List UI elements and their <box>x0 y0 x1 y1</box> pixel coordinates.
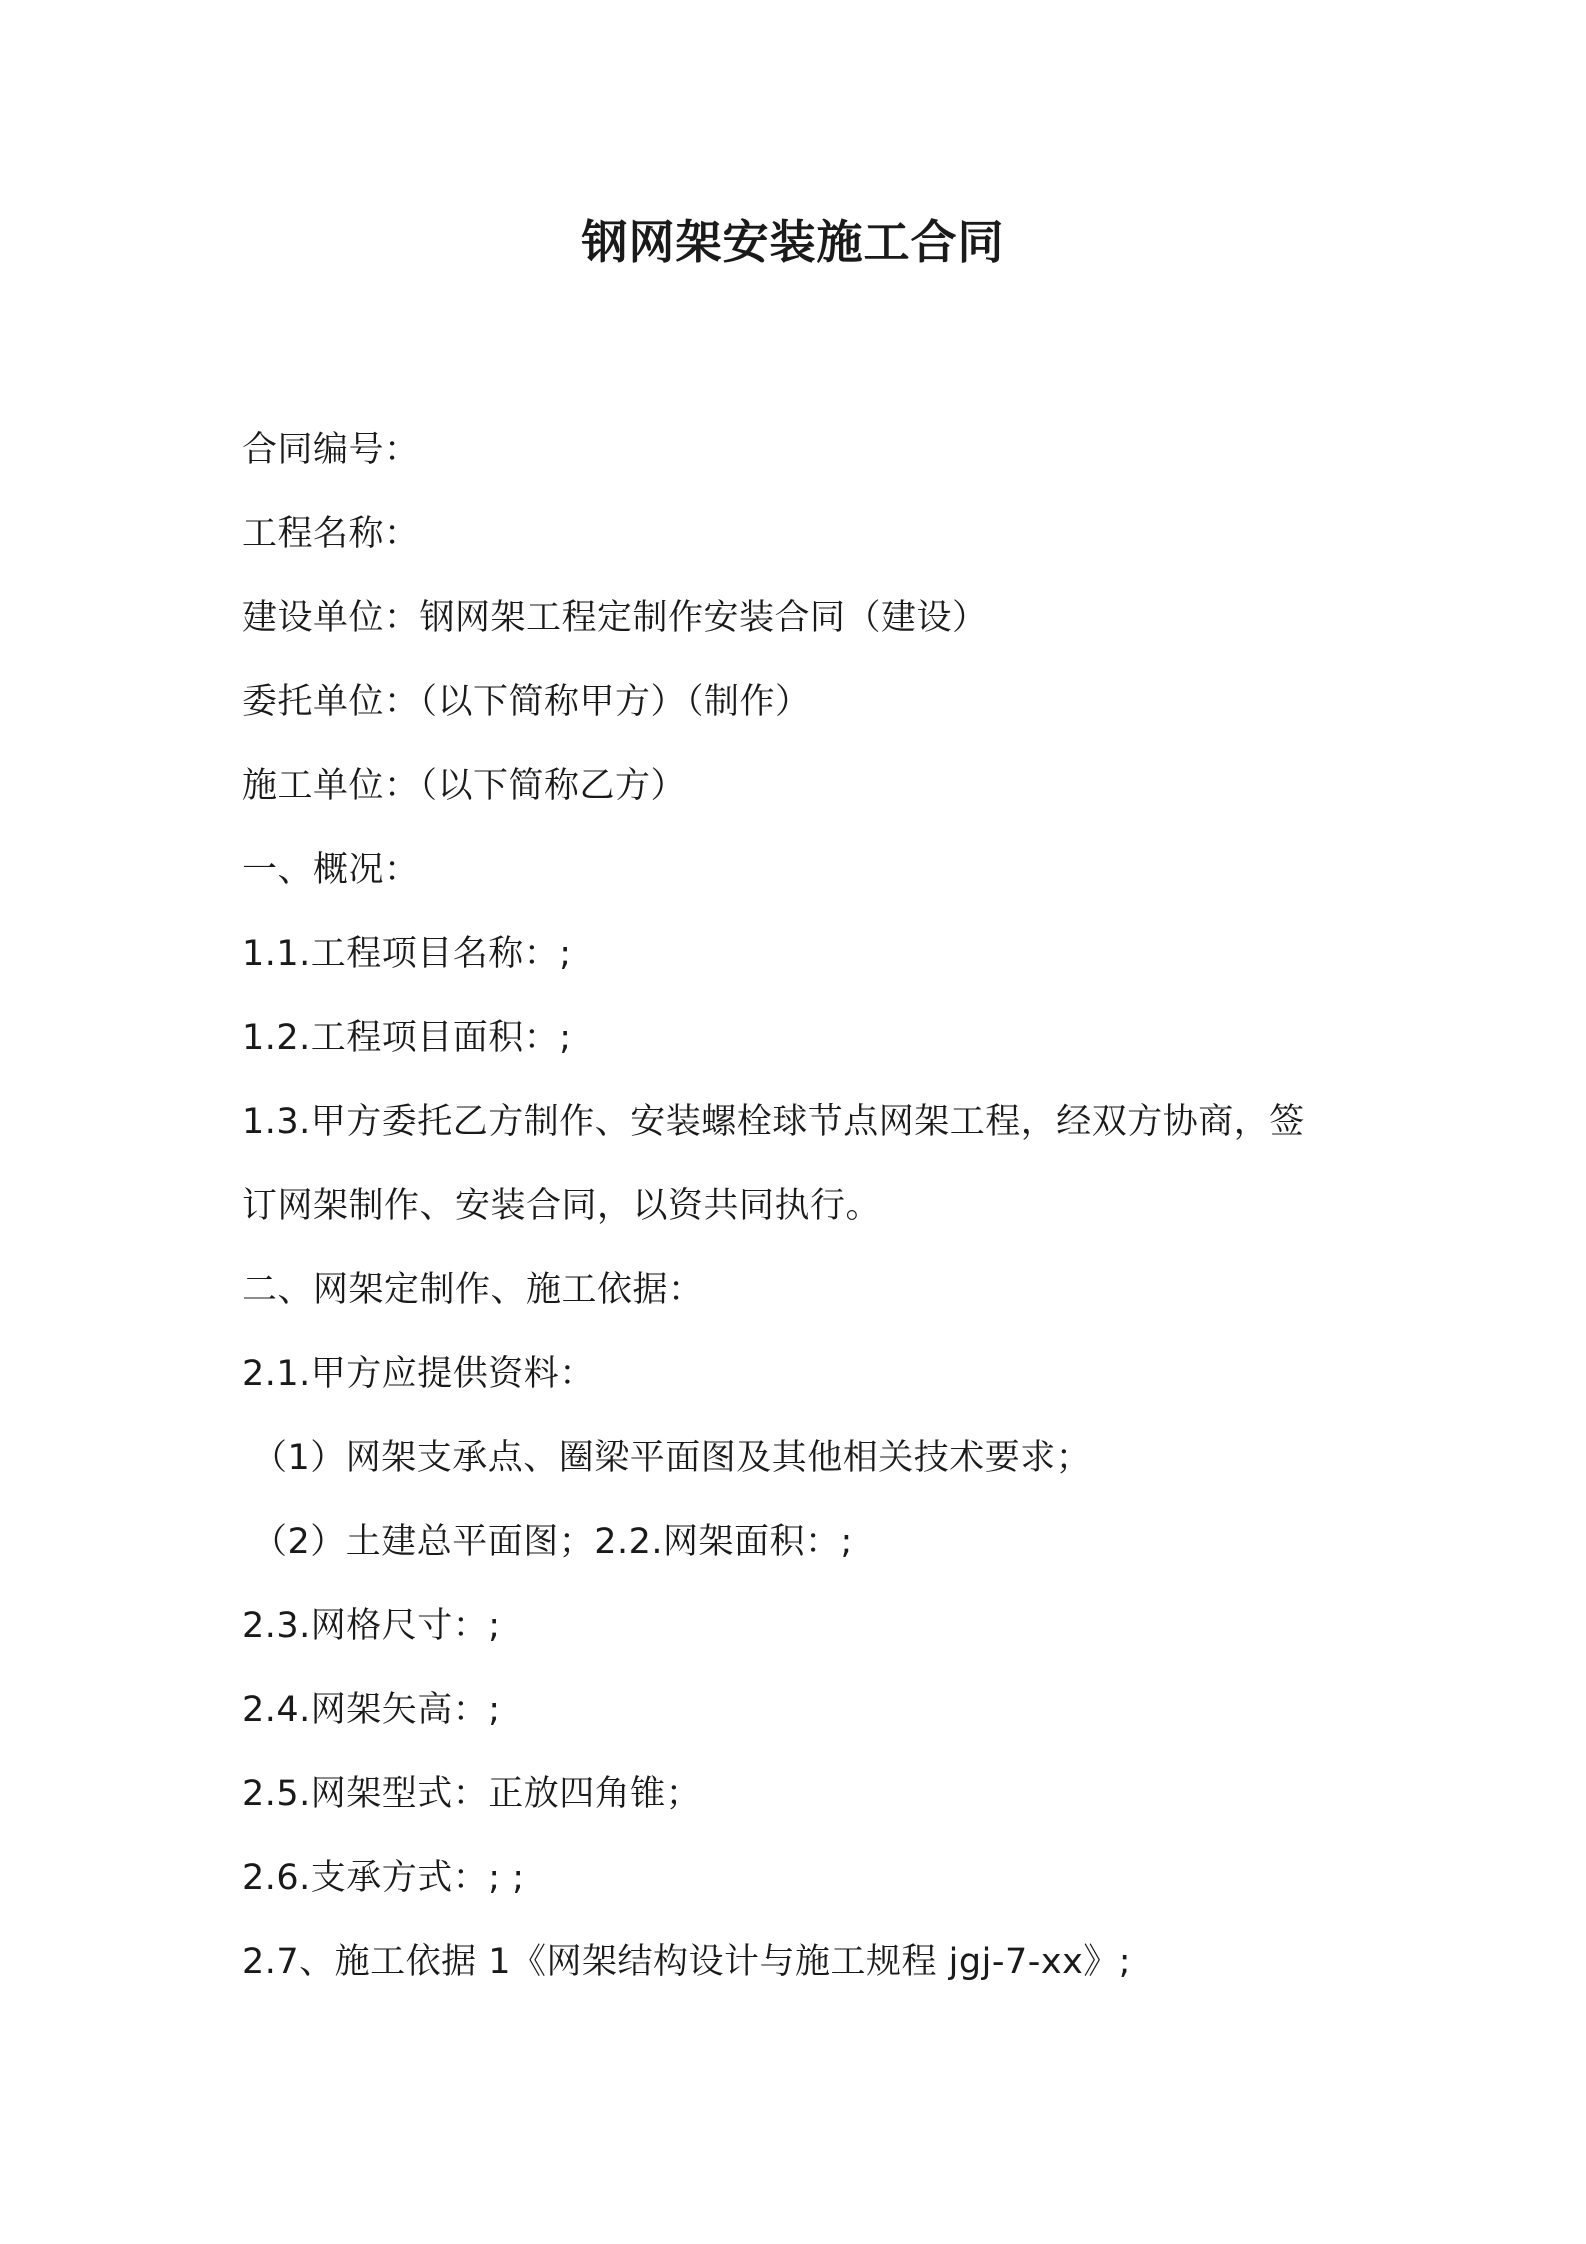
document-title: 钢网架安装施工合同 <box>581 215 1005 269</box>
clause-2-7: 2.7、施工依据 1《网架结构设计与施工规程 jgj-7-xx》; <box>242 1942 1132 1982</box>
contractor-unit-line: 施工单位：（以下简称乙方） <box>242 766 687 806</box>
clause-2-1: 2.1.甲方应提供资料： <box>242 1354 595 1394</box>
construction-unit-line: 建设单位：钢网架工程定制作安装合同（建设） <box>242 598 988 638</box>
clause-2-4: 2.4.网架矢高：; <box>242 1690 501 1730</box>
contract-number-line: 合同编号： <box>242 430 420 470</box>
clause-2-1-item-1: （1）网架支承点、圈梁平面图及其他相关技术要求； <box>252 1438 1092 1478</box>
section-heading-overview: 一、概况： <box>242 850 420 890</box>
clause-1-3: 1.3.甲方委托乙方制作、安装螺栓球节点网架工程，经双方协商，签 <box>242 1102 1305 1142</box>
project-name-line: 工程名称： <box>242 514 420 554</box>
commissioning-unit-line: 委托单位：（以下简称甲方）（制作） <box>242 682 811 722</box>
clause-1-2: 1.2.工程项目面积：; <box>242 1018 572 1058</box>
clause-2-6: 2.6.支承方式：; ; <box>242 1858 525 1898</box>
clause-2-3: 2.3.网格尺寸：; <box>242 1606 501 1646</box>
clause-1-1: 1.1.工程项目名称：; <box>242 934 572 974</box>
document-body <box>242 408 1392 2004</box>
section-heading-basis: 二、网架定制作、施工依据： <box>242 1270 704 1310</box>
clause-1-3-continued: 订网架制作、安装合同，以资共同执行。 <box>242 1186 882 1226</box>
clause-2-1-item-2: （2）土建总平面图；2.2.网架面积：; <box>252 1522 853 1562</box>
clause-2-5: 2.5.网架型式：正放四角锥； <box>242 1774 702 1814</box>
